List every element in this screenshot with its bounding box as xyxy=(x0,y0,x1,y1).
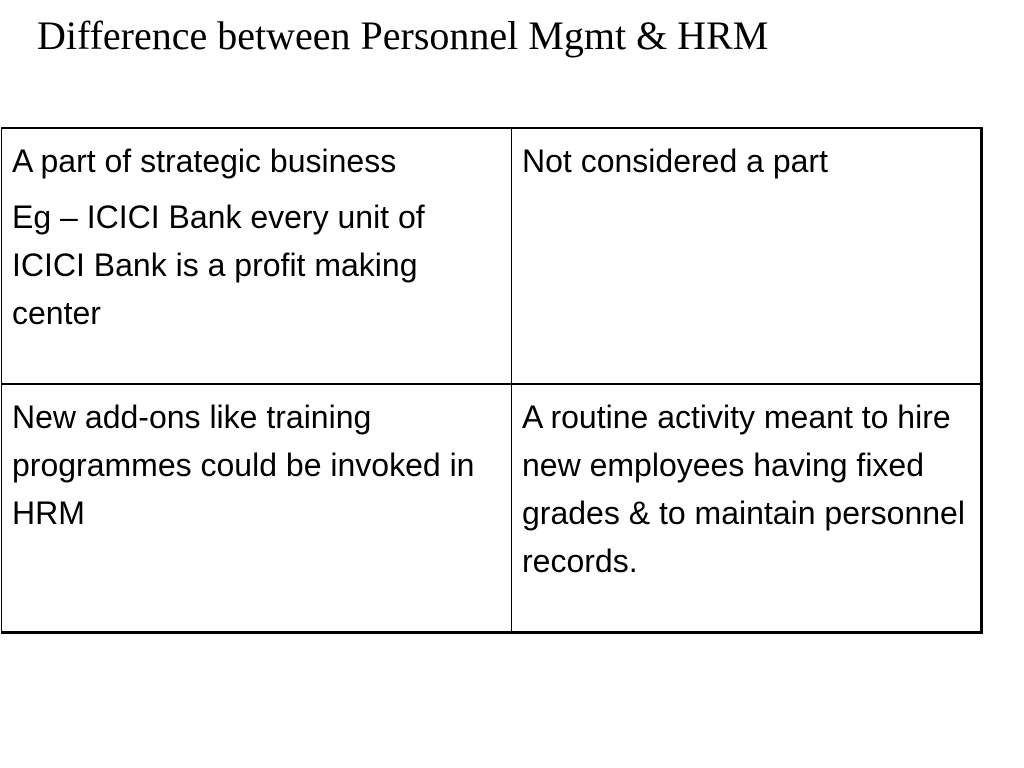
table-row xyxy=(2,384,982,633)
table-cell-personnel xyxy=(512,128,982,384)
table-row xyxy=(2,128,982,384)
cell-text: Not considered a part xyxy=(522,143,828,179)
slide-title: Difference between Personnel Mgmt & HRM xyxy=(37,13,769,58)
cell-text: A part of strategic business xyxy=(12,143,397,179)
comparison-table xyxy=(1,127,983,634)
table-cell-hrm xyxy=(2,384,512,633)
table-cell-hrm xyxy=(2,128,512,384)
table-cell-personnel xyxy=(512,384,982,633)
cell-text: A routine activity meant to hire new employees having fixed grades & to maintain personnel records. xyxy=(522,399,965,579)
cell-text: Eg – ICICI Bank every unit of ICICI Bank is a profit making center xyxy=(12,199,425,331)
cell-text: New add-ons like training programmes could be invoked in HRM xyxy=(12,399,475,531)
